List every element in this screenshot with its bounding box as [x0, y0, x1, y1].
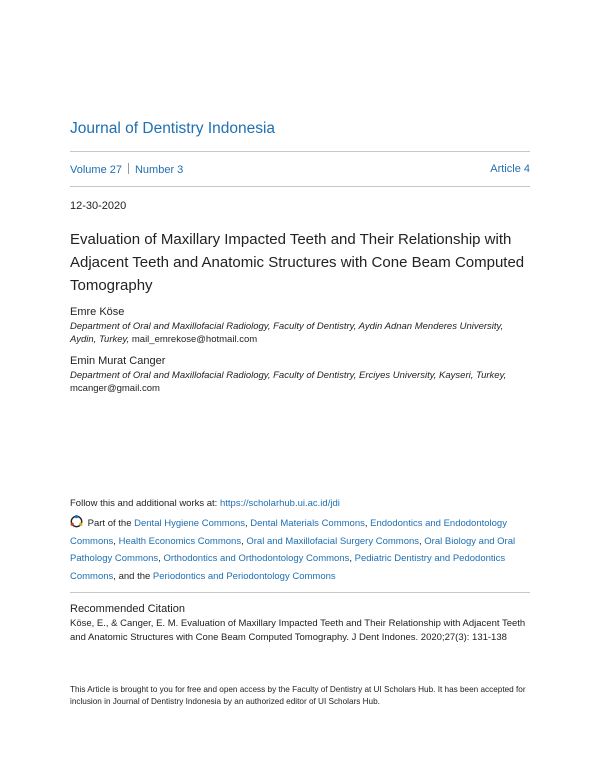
affiliation-text: Department of Oral and Maxillofacial Radiology, Faculty of Dentistry, Aydin Adnan Menderes University, Aydin, Turkey,	[70, 321, 504, 345]
commons-link[interactable]: Dental Materials Commons	[250, 518, 365, 529]
commons-link[interactable]: Pediatric Dentistry and Pedodontics Commons	[70, 553, 506, 582]
follow-line	[70, 498, 340, 509]
part-of-prefix: Part of the	[87, 518, 132, 529]
commons-link[interactable]: Oral Biology and Oral Pathology Commons	[70, 535, 516, 564]
commons-link[interactable]: Dental Hygiene Commons	[134, 518, 246, 529]
part-of-commons: Part of the Dental Hygiene Commons, Dental Materials Commons, Endodontics and Endodontology Commons, Health Economics Commons, Oral and Maxillofacial Surgery Commons, Oral Biology and Oral Pathology Commons, Orthodontics and Orthodontology Commons, Pediatric Dentistry and Pedodontics Commons, and the Periodontics and Periodontology Commons	[70, 515, 532, 585]
article-title: Evaluation of Maxillary Impacted Teeth and Their Relationship with Adjacent Teeth and Anatomic Structures with Cone Beam Computed Tomography	[70, 231, 525, 294]
author-email: mcanger@gmail.com	[70, 383, 160, 394]
commons-link[interactable]: Periodontics and Periodontology Commons	[152, 570, 336, 582]
article-link[interactable]: Article 4	[490, 163, 530, 175]
author-name: Emin Murat Canger	[70, 355, 166, 367]
number-link[interactable]: Number 3	[134, 164, 184, 176]
bottom-divider	[70, 186, 530, 187]
author-name: Emre Köse	[70, 306, 125, 318]
volume-link[interactable]: Volume 27	[70, 164, 122, 176]
publication-date: 12-30-2020	[70, 200, 127, 212]
author-affiliation	[70, 320, 530, 346]
affiliation-text: Department of Oral and Maxillofacial Radiology, Faculty of Dentistry, Erciyes University, Kayseri, Turkey,	[70, 370, 507, 381]
citation-text: Köse, E., & Canger, E. M. Evaluation of Maxillary Impacted Teeth and Their Relationship with Adjacent Teeth and Anatomic Structures with Cone Beam Computed Tomography. J Dent Indones. 2020;27(3): 131-138	[70, 618, 526, 643]
commons-link[interactable]: Oral and Maxillofacial Surgery Commons	[246, 535, 420, 547]
citation-divider	[70, 592, 530, 593]
author-affiliation	[70, 369, 530, 395]
journal-title-link[interactable]: Journal of Dentistry Indonesia	[70, 120, 276, 137]
issue-info-row	[70, 163, 530, 177]
commons-link[interactable]: Endodontics and Endodontology Commons	[70, 518, 507, 547]
author-email: mail_emrekose@hotmail.com	[131, 334, 258, 345]
follow-text: Follow this and additional works at:	[70, 498, 218, 509]
separator	[128, 163, 129, 174]
commons-link[interactable]: Health Economics Commons	[118, 535, 242, 547]
network-commons-icon	[70, 515, 83, 528]
follow-url-link[interactable]: https://scholarhub.ui.ac.id/jdi	[219, 498, 340, 509]
top-divider	[70, 151, 530, 152]
recommended-citation-heading: Recommended Citation	[70, 603, 185, 615]
commons-and: and the	[118, 570, 151, 582]
footer-notice: This Article is brought to you for free and open access by the Faculty of Dentistry at UI Scholars Hub. It has been accepted for inclusion in Journal of Dentistry Indonesia by an authorized editor of UI Scholars Hub.	[70, 685, 526, 706]
commons-link[interactable]: Orthodontics and Orthodontology Commons	[163, 553, 350, 564]
